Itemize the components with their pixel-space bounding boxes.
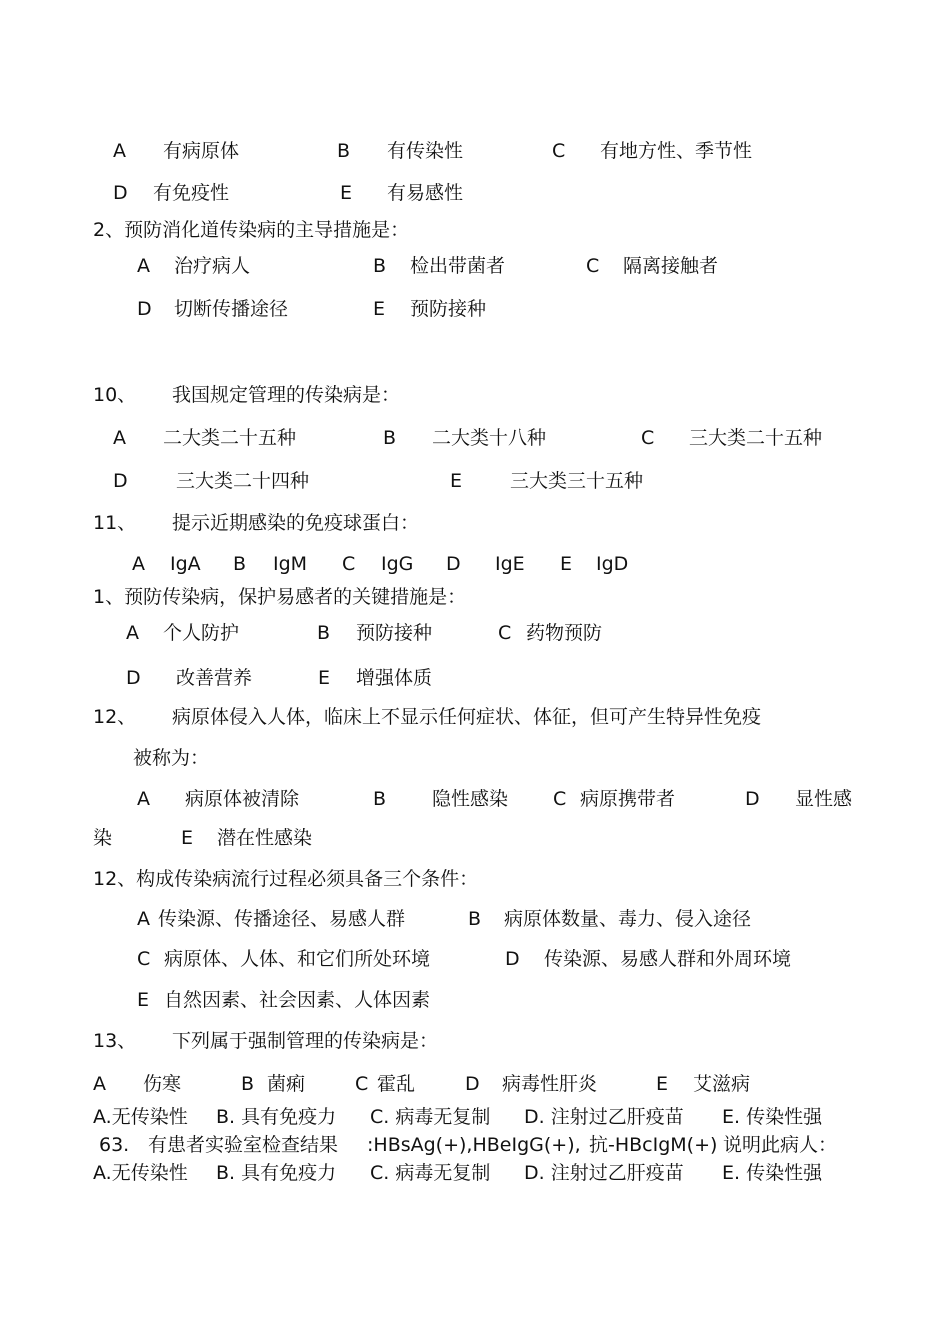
- option-text: 隔离接触者: [623, 255, 719, 277]
- question-number: 12、: [93, 706, 137, 728]
- option-letter: C: [641, 427, 655, 449]
- option-text: 切断传播途径: [174, 298, 289, 320]
- question-stem-cont: 被称为：: [133, 747, 210, 769]
- question-stem: 2、预防消化道传染病的主导措施是：: [93, 219, 410, 241]
- option-letter: B: [373, 788, 387, 810]
- option-text: 有地方性、季节性: [600, 140, 753, 162]
- option-text: 病原体被清除: [185, 788, 300, 810]
- option-letter: E: [560, 553, 573, 575]
- option-letter: E: [656, 1073, 669, 1095]
- option-text: IgA: [170, 553, 201, 575]
- option-letter: D: [745, 788, 760, 810]
- option-text: 传染源、传播途径、易感人群: [158, 908, 406, 930]
- option-text-cont: 染: [93, 827, 113, 849]
- option-text: IgE: [495, 553, 525, 575]
- option-letter: C: [553, 788, 567, 810]
- option-text: 三大类三十五种: [510, 470, 644, 492]
- question-number: 63.: [99, 1134, 130, 1156]
- option-letter: D: [505, 948, 520, 970]
- option-letter: D: [126, 667, 141, 689]
- option-text: 药物预防: [526, 622, 603, 644]
- option-letter: D: [465, 1073, 480, 1095]
- option-letter: D: [113, 470, 128, 492]
- option-text: 显性感: [795, 788, 853, 810]
- question-number: 11、: [93, 512, 137, 534]
- option-letter: C: [552, 140, 566, 162]
- option-text: 隐性感染: [432, 788, 509, 810]
- option-text: 艾滋病: [693, 1073, 751, 1095]
- lab-result-anti: 抗-HBcIgM(+): [589, 1134, 718, 1156]
- option-text: 病毒性肝炎: [502, 1073, 598, 1095]
- option-text: IgD: [596, 553, 629, 575]
- option-text: 三大类二十五种: [689, 427, 823, 449]
- option-text: 传染源、易感人群和外周环境: [544, 948, 792, 970]
- option-letter: A: [137, 908, 150, 930]
- option-letter: B: [317, 622, 331, 644]
- option-letter: E: [373, 298, 386, 320]
- option-letter: B: [337, 140, 351, 162]
- option-letter: E: [450, 470, 463, 492]
- option-item: E. 传染性强: [722, 1162, 823, 1184]
- option-letter: D: [137, 298, 152, 320]
- option-letter: A: [126, 622, 139, 644]
- question-stem: 病原体侵入人体，临床上不显示任何症状、体征，但可产生特异性免疫: [172, 706, 762, 728]
- option-item: B. 具有免疫力: [216, 1162, 337, 1184]
- option-text: 二大类十八种: [432, 427, 547, 449]
- option-letter: D: [113, 182, 128, 204]
- question-stem: 12、构成传染病流行过程必须具备三个条件：: [93, 868, 479, 890]
- option-letter: C: [355, 1073, 369, 1095]
- option-text: 检出带菌者: [410, 255, 506, 277]
- option-letter: B: [383, 427, 397, 449]
- option-text: 二大类二十五种: [163, 427, 297, 449]
- option-text: 有传染性: [387, 140, 464, 162]
- option-item: C. 病毒无复制: [370, 1162, 491, 1184]
- option-text: 病原携带者: [580, 788, 676, 810]
- option-text: 增强体质: [356, 667, 433, 689]
- option-letter: A: [113, 427, 126, 449]
- option-item: C. 病毒无复制: [370, 1106, 491, 1128]
- option-letter: D: [446, 553, 461, 575]
- option-letter: E: [137, 989, 150, 1011]
- question-stem: 提示近期感染的免疫球蛋白：: [172, 512, 420, 534]
- option-text: 病原体数量、毒力、侵入途径: [504, 908, 752, 930]
- option-letter: A: [137, 788, 150, 810]
- option-letter: B: [241, 1073, 255, 1095]
- option-item: A.无传染性: [93, 1106, 188, 1128]
- question-stem: 我国规定管理的传染病是：: [172, 384, 401, 406]
- option-text: 霍乱: [377, 1073, 416, 1095]
- option-item: E. 传染性强: [722, 1106, 823, 1128]
- option-letter: C: [342, 553, 356, 575]
- option-text: IgM: [273, 553, 308, 575]
- option-item: D. 注射过乙肝疫苗: [524, 1106, 684, 1128]
- option-text: 有免疫性: [153, 182, 230, 204]
- option-text: 三大类二十四种: [176, 470, 310, 492]
- option-text: 个人防护: [163, 622, 240, 644]
- option-letter: A: [132, 553, 145, 575]
- question-number: 10、: [93, 384, 137, 406]
- option-letter: A: [113, 140, 126, 162]
- option-text: 病原体、人体、和它们所处环境: [164, 948, 431, 970]
- option-text: 有易感性: [387, 182, 464, 204]
- option-text: 伤寒: [143, 1073, 182, 1095]
- option-letter: A: [137, 255, 150, 277]
- option-text: IgG: [381, 553, 414, 575]
- option-letter: E: [340, 182, 353, 204]
- option-letter: E: [318, 667, 331, 689]
- option-letter: C: [137, 948, 151, 970]
- option-letter: C: [498, 622, 512, 644]
- option-letter: A: [93, 1073, 106, 1095]
- question-stem-tail: 说明此病人：: [723, 1134, 838, 1156]
- option-letter: B: [373, 255, 387, 277]
- option-text: 改善营养: [176, 667, 253, 689]
- option-letter: C: [586, 255, 600, 277]
- option-text: 有病原体: [163, 140, 240, 162]
- option-text: 预防接种: [410, 298, 487, 320]
- option-item: D. 注射过乙肝疫苗: [524, 1162, 684, 1184]
- option-letter: B: [233, 553, 247, 575]
- option-text: 预防接种: [356, 622, 433, 644]
- question-number: 13、: [93, 1030, 137, 1052]
- question-stem: 下列属于强制管理的传染病是：: [172, 1030, 439, 1052]
- lab-result: :HBsAg(+),HBeIgG(+),: [367, 1134, 581, 1156]
- option-item: B. 具有免疫力: [216, 1106, 337, 1128]
- option-item: A.无传染性: [93, 1162, 188, 1184]
- option-text: 菌痢: [267, 1073, 306, 1095]
- option-letter: B: [468, 908, 482, 930]
- option-text: 潜在性感染: [217, 827, 313, 849]
- option-text: 治疗病人: [174, 255, 251, 277]
- option-text: 自然因素、社会因素、人体因素: [164, 989, 431, 1011]
- question-stem: 1、预防传染病，保护易感者的关键措施是：: [93, 586, 467, 608]
- option-letter: E: [181, 827, 194, 849]
- question-stem: 有患者实验室检查结果: [148, 1134, 339, 1156]
